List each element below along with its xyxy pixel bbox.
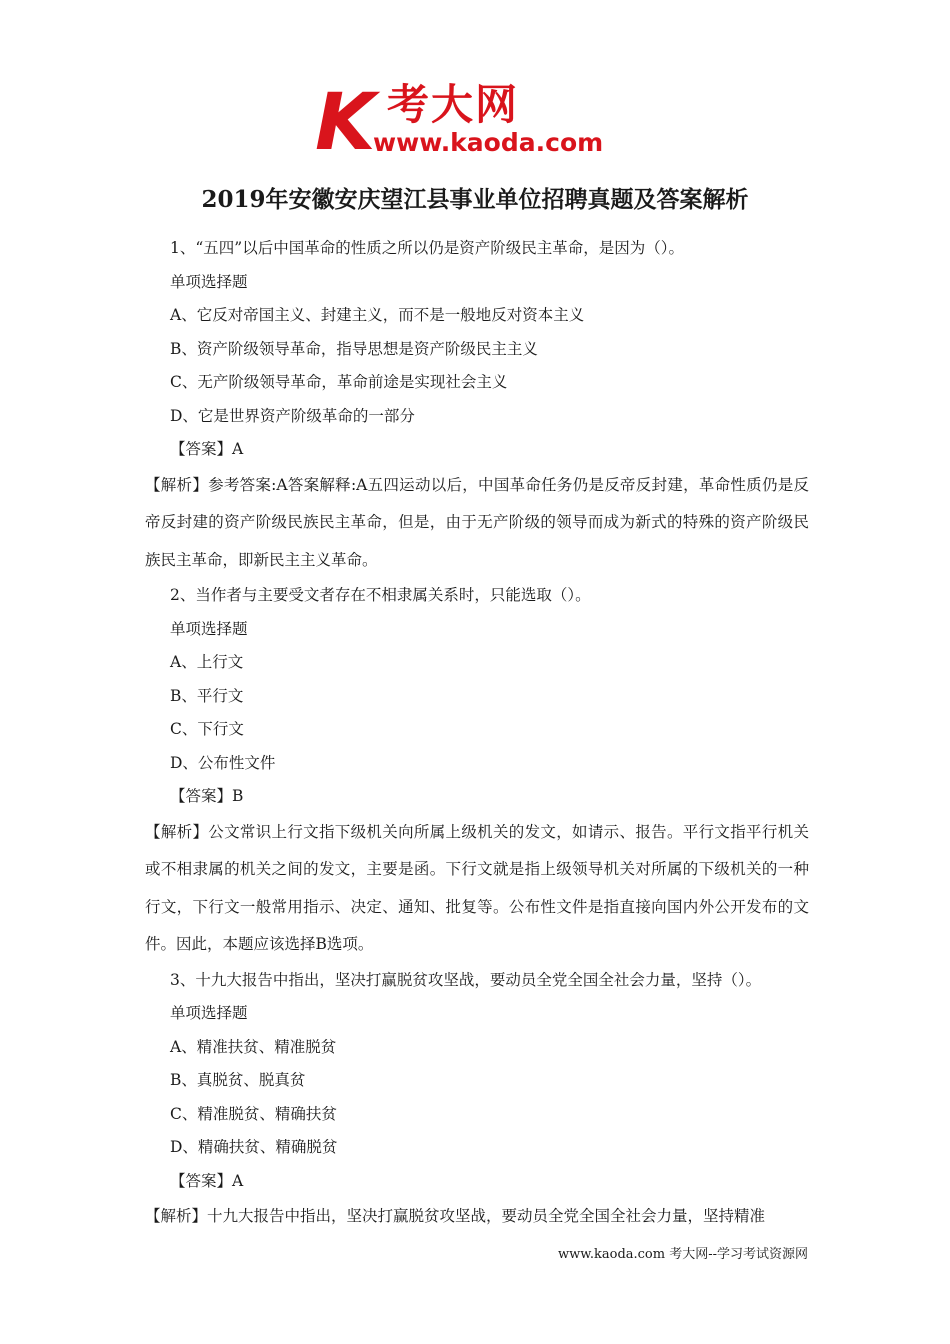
option-d: D、精确扶贫、精确脱贫: [170, 1138, 338, 1156]
explanation: 【解析】公文常识上行文指下级机关向所属上级机关的发文，如请示、报告。平行文指平行机关或不相隶属的机关之间的发文，主要是函。下行文就是指上级领导机关对所属的下级机关的一种行文，下行文一般常用指示、决定、通知、批复等。公布性文件是指直接向国内外公开发布的文件。因此，本题应该选择B选项。: [145, 822, 809, 953]
option-b: B、平行文: [170, 686, 244, 705]
question-3: [145, 964, 809, 1236]
question-stem: 3、十九大报告中指出，坚决打赢脱贫攻坚战，要动员全党全国全社会力量，坚持（）。: [170, 970, 762, 989]
question-type: 单项选择题: [170, 1004, 248, 1022]
option-d: D、公布性文件: [170, 753, 276, 772]
option-c: C、下行文: [170, 720, 244, 738]
question-1: [145, 232, 809, 579]
question-type: 单项选择题: [170, 272, 248, 291]
explanation: 【解析】十九大报告中指出，坚决打赢脱贫攻坚战，要动员全党全国全社会力量，坚持精准: [145, 1207, 766, 1225]
question-2: [145, 579, 809, 964]
option-c: C、精准脱贫、精确扶贫: [170, 1104, 337, 1123]
logo-site-name: 考大网: [387, 80, 520, 129]
option-a: A、精准扶贫、精准脱贫: [170, 1037, 337, 1056]
logo-k-mark: K: [315, 78, 376, 168]
explanation: 【解析】参考答案:A答案解释:A五四运动以后，中国革命任务仍是反帝反封建，革命性质仍是反帝反封建的资产阶级民族民主革命，但是，由于无产阶级的领导而成为新式的特殊的资产阶级民族民主革命，即新民主主义革命。: [145, 475, 809, 569]
page-footer: www.kaoda.com 考大网--学习考试资源网: [558, 1247, 808, 1262]
document-body: [145, 232, 809, 1236]
logo-url: www.kaoda.com: [373, 128, 604, 157]
question-stem: 1、“五四”以后中国革命的性质之所以仍是资产阶级民主革命，是因为（）。: [170, 239, 684, 257]
answer: 【答案】B: [170, 787, 244, 805]
option-c: C、无产阶级领导革命，革命前途是实现社会主义: [170, 373, 508, 391]
answer: 【答案】A: [170, 440, 244, 458]
option-a: A、上行文: [170, 653, 244, 671]
question-type: 单项选择题: [170, 619, 248, 638]
question-stem: 2、当作者与主要受文者存在不相隶属关系时，只能选取（）。: [170, 586, 591, 604]
option-b: B、资产阶级领导革命，指导思想是资产阶级民主主义: [170, 339, 538, 358]
answer: 【答案】A: [170, 1171, 244, 1190]
option-d: D、它是世界资产阶级革命的一部分: [170, 406, 415, 425]
option-b: B、真脱贫、脱真贫: [170, 1071, 306, 1089]
kaoda-logo: [315, 78, 645, 168]
document-title: 2019年安徽安庆望江县事业单位招聘真题及答案解析: [201, 186, 749, 213]
option-a: A、它反对帝国主义、封建主义，而不是一般地反对资本主义: [170, 306, 585, 324]
